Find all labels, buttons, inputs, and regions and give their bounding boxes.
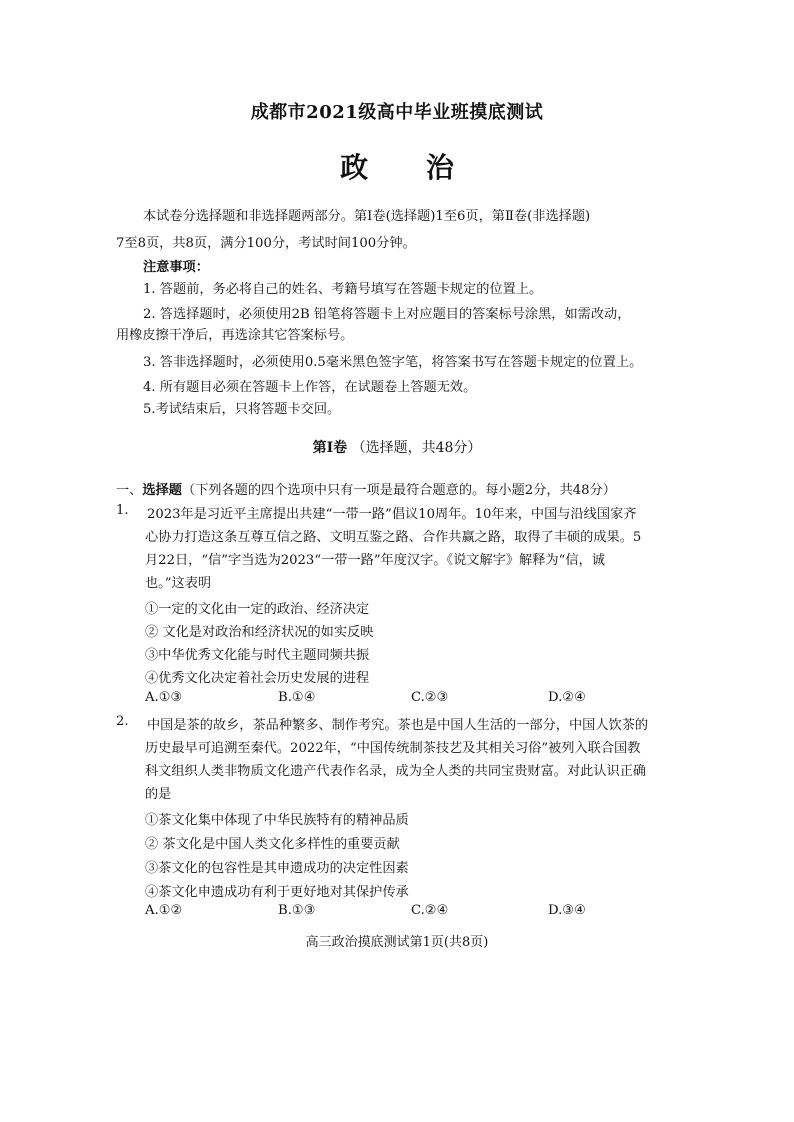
q1-number: 1. (116, 503, 129, 518)
q2-statement-2: ② 茶文化是中国人类文化多样性的重要贡献 (145, 837, 400, 852)
q1-statement-4: ④优秀文化决定着社会历史发展的进程 (145, 671, 370, 686)
q2-stem-line-3: 科文组织人类非物质文化遗产代表作名录，成为全人类的共同宝贵财富。对此认识正确 (145, 764, 647, 779)
q2-statement-1: ①茶文化集中体现了中华民族特有的精神品质 (145, 813, 409, 828)
part-heading (116, 479, 616, 498)
intro-line-2: 7至8页，共8页，满分100分，考试时间100分钟。 (116, 236, 416, 251)
page-footer: 高三政治摸底测试第1页(共8页) (305, 935, 489, 950)
part-description: （下列各题的四个选项中只有一项是最符合题意的。每小题2分，共48分） (181, 483, 616, 498)
notes-heading: 注意事项： (143, 260, 209, 275)
subject-title: 政 治 (340, 151, 478, 184)
q1-stem-line-3: 月22日，“信”字当选为2023“一带一路”年度汉字。《说文解字》解释为“信，诚 (145, 553, 605, 568)
intro-line-1: 本试卷分选择题和非选择题两部分。第Ⅰ卷(选择题)1至6页，第Ⅱ卷(非选择题) (143, 209, 591, 224)
section-heading (0, 437, 794, 457)
q1-stem-line-4: 也。”这表明 (145, 576, 212, 591)
q2-option-d: D.③④ (548, 903, 586, 918)
note-item-4: 4. 所有题目必须在答题卡上作答，在试题卷上答题无效。 (143, 380, 477, 395)
part-label: 一、 (116, 483, 143, 498)
section-heading-prefix: 第Ⅰ卷 (312, 440, 348, 456)
q2-number: 2. (116, 714, 129, 729)
note-item-2-line-2: 用橡皮擦干净后，再选涂其它答案标号。 (116, 328, 354, 343)
q2-stem-line-4: 的是 (145, 787, 172, 802)
q1-option-a: A.①③ (145, 690, 183, 705)
exam-title: 成都市2021级高中毕业班摸底测试 (250, 102, 544, 123)
q1-option-b: B.①④ (278, 690, 316, 705)
q2-stem-line-2: 历史最早可追溯至秦代。2022年，“中国传统制茶技艺及其相关习俗”被列入联合国教 (145, 741, 641, 756)
note-item-5: 5.考试结束后，只将答题卡交回。 (143, 402, 341, 417)
q2-option-a: A.①② (145, 903, 183, 918)
part-title: 选择题 (142, 483, 182, 498)
q1-statement-2: ② 文化是对政治和经济状况的如实反映 (145, 625, 374, 640)
q1-stem-line-1: 2023年是习近平主席提出共建“一带一路”倡议10周年。10年来，中国与沿线国家齐 (147, 507, 637, 522)
q1-statement-1: ①一定的文化由一定的政治、经济决定 (145, 602, 370, 617)
q1-option-c: C.②③ (411, 690, 449, 705)
q2-option-c: C.②④ (411, 903, 449, 918)
q2-statement-3: ③茶文化的包容性是其申遗成功的决定性因素 (145, 861, 409, 876)
note-item-3: 3. 答非选择题时，必须使用0.5毫米黑色签字笔，将答案书写在答题卡规定的位置上。 (143, 355, 643, 370)
q1-stem-line-2: 心协力打造这条互尊互信之路、文明互鉴之路、合作共赢之路，取得了丰硕的成果。5 (145, 530, 642, 545)
q1-option-d: D.②④ (548, 690, 586, 705)
note-item-2-line-1: 2. 答选择题时，必须使用2B 铅笔将答题卡上对应题目的答案标号涂黑，如需改动， (143, 307, 631, 322)
q2-statement-4: ④茶文化申遗成功有利于更好地对其保护传承 (145, 885, 409, 900)
note-item-1: 1. 答题前，务必将自己的姓名、考籍号填写在答题卡规定的位置上。 (143, 282, 543, 297)
section-heading-suffix: （选择题，共48分） (351, 440, 482, 456)
q2-stem-line-1: 中国是茶的故乡，茶品种繁多、制作考究。茶也是中国人生活的一部分，中国人饮茶的 (147, 718, 649, 733)
q2-option-b: B.①③ (278, 903, 316, 918)
q1-statement-3: ③中华优秀文化能与时代主题同频共振 (145, 648, 370, 663)
